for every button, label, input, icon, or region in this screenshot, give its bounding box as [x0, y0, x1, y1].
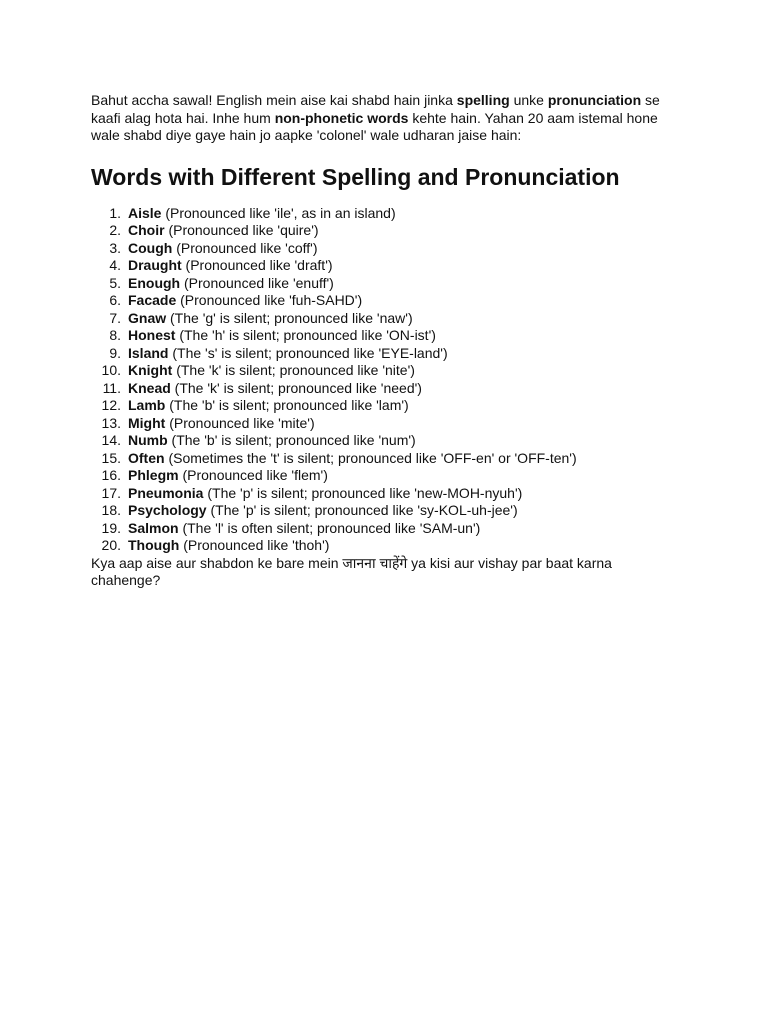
document-content	[91, 92, 671, 590]
item-description: (The 'k' is silent; pronounced like 'nite')	[172, 362, 415, 378]
item-number: 16.	[101, 467, 121, 483]
item-number: 6.	[109, 292, 121, 308]
intro-paragraph	[91, 92, 671, 145]
intro-text-2: unke	[509, 92, 548, 108]
item-number: 15.	[101, 449, 121, 466]
list-item	[91, 275, 671, 293]
intro-bold-non-phonetic: non-phonetic words	[274, 109, 409, 126]
list-item	[91, 310, 671, 328]
item-word: Phlegm	[128, 467, 179, 483]
item-word: Cough	[128, 239, 173, 256]
intro-bold-pronunciation: pronunciation	[547, 92, 642, 108]
list-item	[91, 467, 671, 485]
word-list	[91, 205, 671, 555]
list-item	[91, 415, 671, 433]
item-word: Numb	[128, 432, 168, 448]
item-description: (Pronounced like 'coff')	[172, 239, 318, 256]
item-number: 4.	[109, 257, 121, 273]
item-number: 3.	[109, 239, 121, 256]
item-word: Often	[128, 449, 165, 466]
item-number: 12.	[101, 397, 121, 413]
item-description: (The 'h' is silent; pronounced like 'ON-ist')	[175, 327, 436, 343]
item-description: (Pronounced like 'mite')	[165, 414, 315, 431]
item-number: 20.	[101, 537, 121, 553]
item-number: 13.	[101, 414, 121, 431]
item-description: (The 'b' is silent; pronounced like 'num')	[167, 432, 416, 448]
item-word: Choir	[128, 222, 165, 238]
item-description: (Pronounced like 'thoh')	[179, 537, 330, 553]
item-number: 5.	[109, 274, 121, 291]
intro-text-3: se kaafi alag hota hai. Inhe hum	[91, 92, 660, 126]
item-number: 7.	[109, 309, 121, 326]
list-item	[91, 450, 671, 468]
item-word: Knead	[128, 379, 171, 396]
intro-text-4: kehte hain. Yahan 20 aam istemal hone wale shabd diye gaye hain jo aapke 'colonel' wale udharan jaise hain:	[91, 109, 658, 143]
list-item	[91, 292, 671, 310]
list-item	[91, 502, 671, 520]
item-word: Draught	[128, 257, 182, 273]
item-word: Lamb	[128, 397, 166, 413]
list-item	[91, 362, 671, 380]
list-item	[91, 537, 671, 555]
list-item	[91, 432, 671, 450]
list-item	[91, 240, 671, 258]
list-item	[91, 345, 671, 363]
list-item	[91, 222, 671, 240]
item-word: Pneumonia	[128, 484, 204, 501]
intro-bold-spelling: spelling	[456, 92, 510, 108]
item-number: 9.	[109, 344, 121, 361]
item-description: (Pronounced like 'flem')	[178, 467, 328, 483]
item-number: 19.	[101, 519, 121, 536]
item-description: (The 'b' is silent; pronounced like 'lam')	[165, 397, 409, 413]
item-description: (Pronounced like 'draft')	[181, 257, 333, 273]
item-number: 17.	[101, 484, 121, 501]
item-number: 1.	[109, 204, 121, 221]
item-word: Might	[128, 414, 166, 431]
list-item	[91, 397, 671, 415]
item-word: Enough	[128, 274, 181, 291]
item-number: 10.	[101, 362, 121, 378]
item-word: Honest	[128, 327, 176, 343]
intro-text-1: Bahut accha sawal! English mein aise kai shabd hain jinka	[91, 92, 457, 108]
item-description: (The 'p' is silent; pronounced like 'new-MOH-nyuh')	[203, 484, 523, 501]
item-word: Salmon	[128, 519, 179, 536]
item-number: 18.	[101, 502, 121, 518]
list-item	[91, 257, 671, 275]
item-number: 11.	[102, 379, 121, 396]
item-word: Though	[128, 537, 180, 553]
item-word: Island	[128, 344, 169, 361]
item-description: (The 's' is silent; pronounced like 'EYE-land')	[168, 344, 448, 361]
item-description: (Pronounced like 'fuh-SAHD')	[176, 292, 363, 308]
item-description: (Pronounced like 'quire')	[164, 222, 319, 238]
item-word: Psychology	[128, 502, 207, 518]
item-word: Facade	[128, 292, 177, 308]
item-number: 14.	[101, 432, 121, 448]
item-number: 8.	[109, 327, 121, 343]
item-description: (The 'g' is silent; pronounced like 'naw')	[166, 309, 413, 326]
item-description: (The 'l' is often silent; pronounced like 'SAM-un')	[178, 519, 481, 536]
section-heading: Words with Different Spelling and Pronunciation	[91, 163, 620, 190]
item-number: 2.	[109, 222, 121, 238]
item-description: (The 'p' is silent; pronounced like 'sy-KOL-uh-jee')	[206, 502, 518, 518]
list-item	[91, 520, 671, 538]
list-item	[91, 485, 671, 503]
item-description: (The 'k' is silent; pronounced like 'need')	[170, 379, 422, 396]
item-word: Aisle	[128, 204, 162, 221]
item-description: (Pronounced like 'ile', as in an island)	[161, 204, 396, 221]
item-description: (Pronounced like 'enuff')	[180, 274, 334, 291]
list-item	[91, 205, 671, 223]
item-word: Gnaw	[128, 309, 167, 326]
list-item	[91, 380, 671, 398]
item-description: (Sometimes the 't' is silent; pronounced like 'OFF-en' or 'OFF-ten')	[164, 449, 577, 466]
closing-question: Kya aap aise aur shabdon ke bare mein जानना चाहेंगे ya kisi aur vishay par baat karna chahenge?	[91, 554, 612, 588]
list-item	[91, 327, 671, 345]
item-word: Knight	[128, 362, 173, 378]
